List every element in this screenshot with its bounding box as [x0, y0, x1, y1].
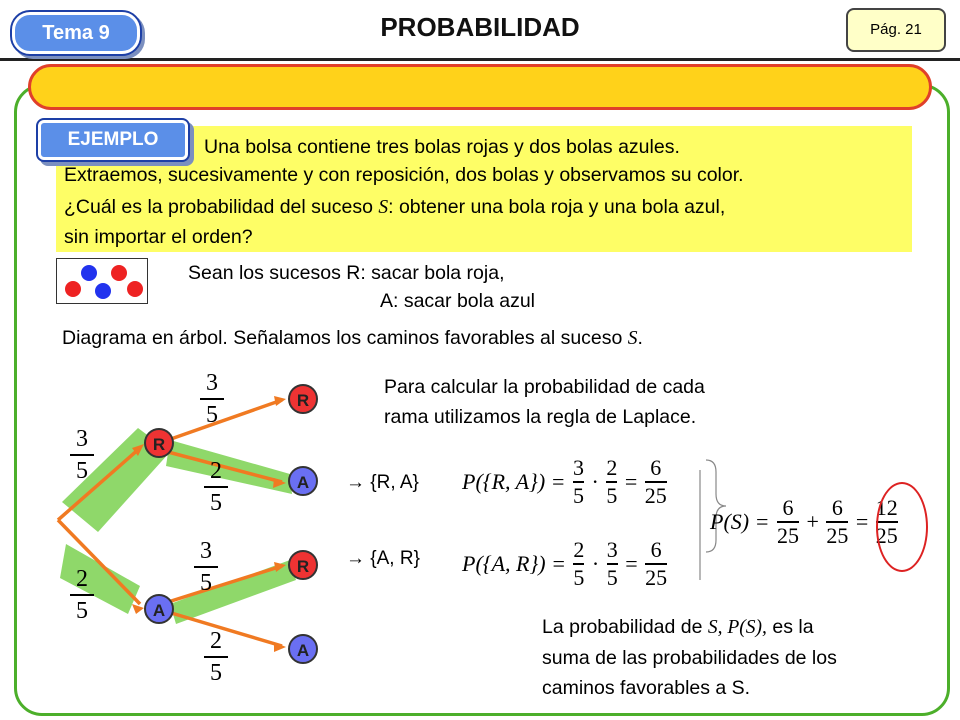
example-line-3: ¿Cuál es la probabilidad del suceso S: obtener una bola roja y una bola azul,: [64, 196, 726, 218]
leaf-ra: A: [288, 466, 318, 496]
example-line-1: Una bolsa contiene tres bolas rojas y dos bolas azules.: [204, 136, 680, 158]
prob-rr: 3 5: [200, 370, 224, 428]
leaf-rr: R: [288, 384, 318, 414]
example-line-2: Extraemos, sucesivamente y con reposición, dos bolas y observamos su color.: [64, 164, 744, 186]
leaf-ar: R: [288, 550, 318, 580]
prob-r: 3 5: [70, 426, 94, 484]
prob-ra: 2 5: [204, 458, 228, 516]
ejemplo-badge: EJEMPLO: [38, 120, 188, 160]
tema-badge: Tema 9: [12, 12, 140, 54]
leaf-aa: A: [288, 634, 318, 664]
example-line-4: sin importar el orden?: [64, 226, 253, 248]
page-number: Pág. 21: [846, 8, 946, 52]
page-title: PROBABILIDAD: [380, 12, 580, 42]
events-line-2: A: sacar bola azul: [380, 290, 536, 312]
prob-a: 2 5: [70, 566, 94, 624]
conclusion-text: La probabilidad de S, P(S), es la suma de las probabilidades de los caminos favorables a S.: [542, 616, 837, 699]
formula-p-s: $P(S) = \frac{6}{25} + \frac{6}{25} = \frac{12}{25}$: [710, 495, 898, 548]
tree-intro: Diagrama en árbol. Señalamos los caminos favorables al suceso S.: [62, 327, 643, 349]
prob-ar: 3 5: [194, 538, 218, 596]
prob-aa: 2 5: [204, 628, 228, 686]
outcome-ar: → {A, R}: [346, 548, 420, 569]
outcome-ra: → {R, A}: [346, 472, 419, 493]
events-line-1: Sean los sucesos R: sacar bola roja,: [188, 262, 505, 284]
formula-p-ra: P({R, $A\}) = \frac{3}{5} \cdot \frac{2}{5} = \frac{6}{25}$: [462, 455, 667, 508]
formula-p-ar: P({A, $R\}) = \frac{2}{5} \cdot \frac{3}{5} = \frac{6}{25}$: [462, 537, 668, 590]
node-r: R: [144, 428, 174, 458]
laplace-text: Para calcular la probabilidad de cada rama utilizamos la regla de Laplace.: [384, 376, 705, 428]
node-a: A: [144, 594, 174, 624]
result-highlight-circle: [876, 482, 928, 572]
